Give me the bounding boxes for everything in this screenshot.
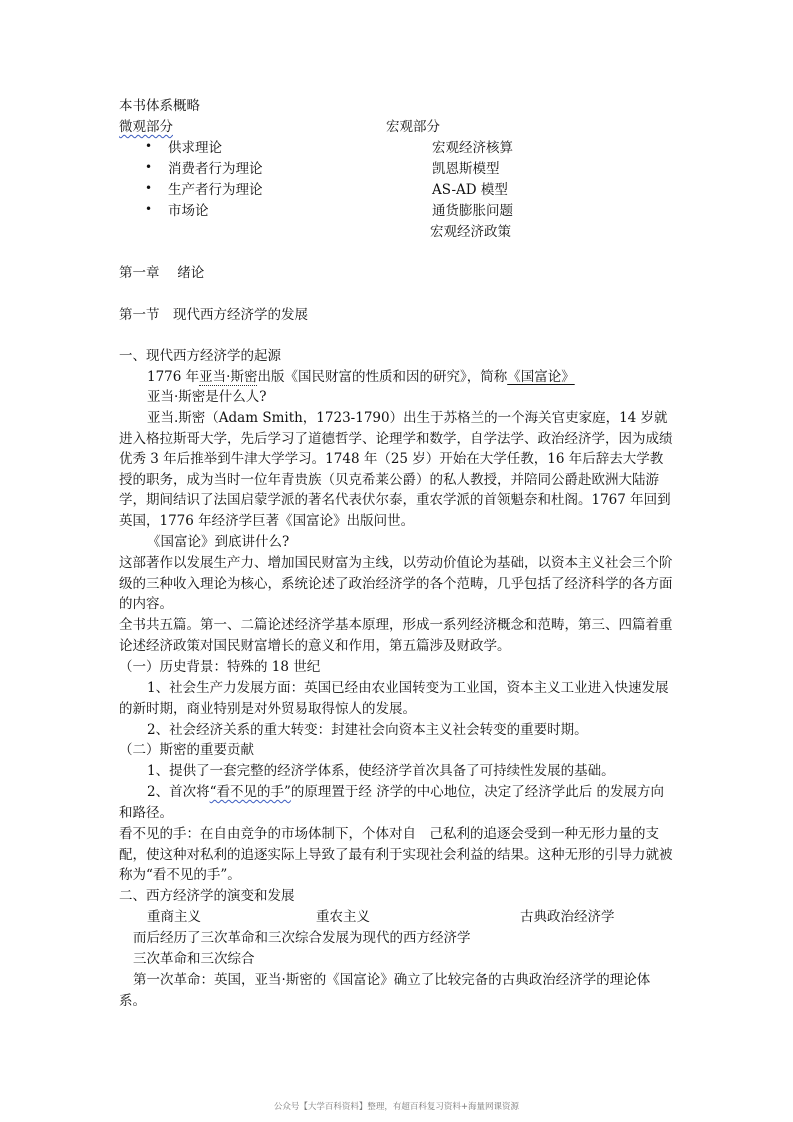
wealth-of-nations-title: 《国富论》: [507, 369, 575, 385]
smith-biography: 亚当.斯密（Adam Smith，1723-1790）出生于苏格兰的一个海关官吏家庭，14 岁就进入格拉斯哥大学，先后学习了道德哲学、论理学和数学，自学法学、政治经济学，因为成绩优秀 3 年后推举到牛津大学学习。1748 年（25 岁）开始在大学任教，16 年后辞去大学教授的职务，成为当时一位年青贵族（贝克希莱公爵）的私人教授，并陪同公爵赴欧洲大陆游学，期间结识了法国启蒙学派的著名代表伏尔泰，重农学派的首领魁奈和杜阁。1767 年回到英国，1776 年经济学巨著《国富论》出版问世。: [119, 410, 673, 529]
macro-heading: 宏观部分: [386, 119, 440, 135]
invisible-hand-quote: “看不见的手”: [209, 784, 291, 800]
bullet-icon: •: [145, 139, 153, 153]
contribution-item: [119, 782, 675, 823]
origin-mid: 出版《国民财富的性质和因的研究》，简称: [257, 369, 508, 385]
bullet-icon: •: [145, 202, 153, 216]
micro-item: 市场论: [168, 203, 209, 219]
macro-item: 凯恩斯模型: [432, 161, 500, 177]
chapter-title: 第一章 绪论: [119, 265, 205, 281]
bullet-icon: •: [145, 181, 153, 195]
bullet-icon: •: [145, 160, 153, 174]
micro-heading: 微观部分: [119, 119, 173, 135]
book-question: 《国富论》到底讲什么?: [147, 534, 290, 550]
background-heading: （一）历史背景：特殊的 18 世纪: [119, 659, 321, 675]
contribution2-post: 的原理置于经 济学的中心地位，决定了经济学此后 的发展方向和路径。: [119, 784, 664, 821]
first-revolution: 第一次革命：英国，亚当·斯密的《国富论》确立了比较完备的古典政治经济学的理论体系。: [119, 972, 651, 1009]
school-classical: 古典政治经济学: [520, 909, 615, 925]
background-item: 2、社会经济关系的重大转变：封建社会向资本主义社会转变的重要时期。: [147, 722, 588, 738]
section-title: 第一节 现代西方经济学的发展: [119, 307, 308, 323]
book-structure: 全书共五篇。第一、二篇论述经济学基本原理，形成一系列经济概念和范畴，第三、四篇着重论述经济政策对国民财富增长的意义和作用，第五篇涉及财政学。: [119, 617, 673, 654]
footer-note: 公众号【大学百科资料】整理，有超百科复习资料+海量网课资源: [273, 1102, 520, 1112]
macro-item: 宏观经济政策: [430, 224, 511, 240]
origin-line: [147, 367, 575, 387]
micro-item: 生产者行为理论: [168, 182, 263, 198]
evolution-line: 而后经历了三次革命和三次综合发展为现代的西方经济学: [133, 930, 471, 946]
adam-smith-name: 亚当·斯密: [199, 369, 258, 385]
origin-year: 1776 年: [147, 369, 200, 385]
school-physiocracy: 重农主义: [316, 909, 370, 925]
book-description: 这部著作以发展生产力、增加国民财富为主线，以劳动价值论为基础，以资本主义社会三个阶级的三种收入理论为核心，系统论述了政治经济学的各个范畴，几乎包括了经济科学的各方面的内容。: [119, 555, 673, 613]
three-revolutions: 三次革命和三次综合: [133, 951, 255, 967]
school-mercantilism: 重商主义: [147, 909, 201, 925]
who-question: 亚当·斯密是什么人?: [147, 389, 267, 405]
macro-item: AS-AD 模型: [432, 182, 508, 198]
overview-title: 本书体系概略: [119, 98, 200, 114]
macro-item: 宏观经济核算: [432, 140, 513, 156]
part1-heading: 一、现代西方经济学的起源: [119, 348, 281, 364]
part2-heading: 二、西方经济学的演变和发展: [119, 888, 295, 904]
contribution-heading: （二）斯密的重要贡献: [119, 742, 254, 758]
invisible-hand-definition: 看不见的手：在自由竞争的市场体制下，个体对自 己私利的追逐会受到一种无形力量的支配，使这种对私利的追逐实际上导致了最有利于实现社会利益的结果。这种无形的引导力就被称为“看不见的手”。: [119, 826, 673, 884]
contribution2-pre: 2、首次将: [147, 784, 210, 800]
micro-item: 供求理论: [168, 140, 222, 156]
micro-item: 消费者行为理论: [168, 161, 263, 177]
contribution-item: 1、提供了一套完整的经济学体系，使经济学首次具备了可持续性发展的基础。: [147, 763, 615, 779]
background-item: 1、社会生产力发展方面：英国已经由农业国转变为工业国，资本主义工业进入快速发展的新时期，商业特别是对外贸易取得惊人的发展。: [119, 680, 669, 717]
macro-item: 通货膨胀问题: [432, 203, 513, 219]
